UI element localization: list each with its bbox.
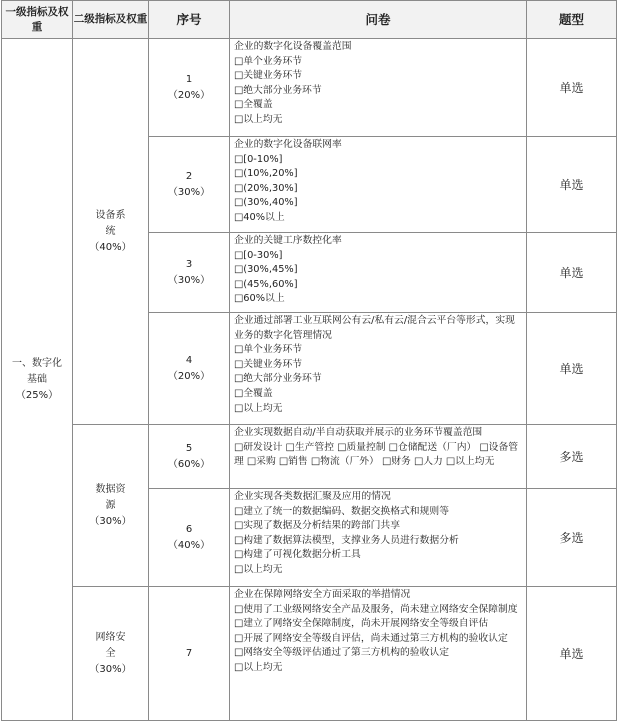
level1-name: 一、数字化基础 — [12, 357, 62, 385]
type-cell: 单选 — [527, 137, 617, 233]
option[interactable]: □60%以上 — [234, 293, 285, 305]
question-text: 企业的关键工序数控化率 — [234, 235, 342, 246]
option[interactable]: □绝大部分业务环节 — [234, 373, 322, 385]
option[interactable]: □关键业务环节 — [234, 70, 303, 82]
option[interactable]: □以上均无 — [234, 402, 283, 414]
option[interactable]: □(45%,60%] — [234, 278, 298, 290]
group-name: 数据资源 — [95, 483, 126, 511]
table-row — [2, 587, 617, 721]
option[interactable]: □全覆盖 — [234, 99, 273, 111]
type-cell: 单选 — [527, 39, 617, 137]
question-text: 企业的数字化设备联网率 — [234, 139, 342, 150]
type-cell: 多选 — [527, 425, 617, 489]
group-weight: （40%） — [89, 241, 132, 253]
seq-cell — [149, 233, 230, 313]
option[interactable]: □全覆盖 — [234, 387, 273, 399]
option[interactable]: □(10%,20%] — [234, 168, 298, 180]
option[interactable]: □实现了数据及分析结果的跨部门共享 — [234, 520, 401, 532]
seq-weight: （40%） — [167, 539, 211, 551]
question-text: 企业的数字化设备覆盖范围 — [234, 41, 352, 52]
header-row — [2, 1, 617, 39]
table-row — [2, 39, 617, 137]
option[interactable]: □(30%,40%] — [234, 197, 298, 209]
question-cell — [230, 39, 527, 137]
option[interactable]: □(20%,30%] — [234, 182, 298, 194]
option[interactable]: □使用了工业级网络安全产品及服务，尚未建立网络安全保障制度 — [234, 603, 518, 615]
seq-cell — [149, 489, 230, 587]
type-cell: 单选 — [527, 587, 617, 721]
seq-cell — [149, 313, 230, 425]
type-cell: 单选 — [527, 313, 617, 425]
group-cell-equipment — [73, 39, 149, 425]
seq-number: 6 — [185, 523, 193, 535]
level1-cell — [2, 39, 73, 721]
group-name: 设备系统 — [95, 209, 126, 237]
question-cell — [230, 587, 527, 721]
level1-weight: （25%） — [15, 389, 59, 401]
group-weight: （30%） — [89, 515, 132, 527]
option[interactable]: □关键业务环节 — [234, 358, 303, 370]
seq-weight: （20%） — [167, 370, 211, 382]
question-cell — [230, 425, 527, 489]
seq-number: 5 — [185, 442, 193, 454]
question-cell — [230, 233, 527, 313]
option-group[interactable]: □研发设计 □生产管控 □质量控制 □仓储配送（厂内） □设备管理 □采购 □销售 □物流（厂外） □财务 □人力 □以上均无 — [234, 441, 519, 468]
seq-weight: （30%） — [167, 186, 211, 198]
header-type: 题型 — [527, 1, 617, 39]
question-text: 企业实现数据自动/半自动获取并展示的业务环节覆盖范围 — [234, 427, 483, 438]
option[interactable]: □绝大部分业务环节 — [234, 84, 322, 96]
question-text: 企业在保障网络安全方面采取的举措情况 — [234, 589, 411, 600]
option[interactable]: □以上均无 — [234, 113, 283, 125]
option[interactable]: □40%以上 — [234, 211, 285, 223]
option[interactable]: □建立了统一的数据编码、数据交换格式和规则等 — [234, 505, 449, 517]
type-cell: 单选 — [527, 233, 617, 313]
seq-weight: （20%） — [167, 89, 211, 101]
option[interactable]: □网络安全等级评估通过了第三方机构的验收认定 — [234, 647, 449, 659]
option[interactable]: □单个业务环节 — [234, 344, 303, 356]
seq-weight: （30%） — [167, 274, 211, 286]
seq-cell — [149, 39, 230, 137]
questionnaire-table — [1, 0, 617, 721]
option[interactable]: □构建了数据算法模型，支撑业务人员进行数据分析 — [234, 534, 459, 546]
question-cell — [230, 313, 527, 425]
seq-cell — [149, 425, 230, 489]
option[interactable]: □[0-10%] — [234, 153, 283, 165]
option[interactable]: □以上均无 — [234, 563, 283, 575]
group-name: 网络安全 — [95, 631, 126, 659]
seq-cell — [149, 137, 230, 233]
table-row — [2, 425, 617, 489]
seq-weight: （60%） — [167, 458, 211, 470]
header-question: 问卷 — [230, 1, 527, 39]
question-text: 企业通过部署工业互联网公有云/私有云/混合云平台等形式，实现业务的数字化管理情况 — [234, 315, 515, 341]
group-weight: （30%） — [89, 663, 132, 675]
option[interactable]: □[0-30%] — [234, 249, 283, 261]
header-level2: 二级指标及权重 — [73, 1, 149, 39]
header-seq: 序号 — [149, 1, 230, 39]
seq-number: 4 — [185, 354, 193, 366]
option[interactable]: □以上均无 — [234, 661, 283, 673]
seq-number: 1 — [185, 73, 193, 85]
group-cell-data — [73, 425, 149, 587]
option[interactable]: □构建了可视化数据分析工具 — [234, 549, 361, 561]
option[interactable]: □单个业务环节 — [234, 55, 303, 67]
seq-cell — [149, 587, 230, 721]
question-text: 企业实现各类数据汇聚及应用的情况 — [234, 491, 391, 502]
type-cell: 多选 — [527, 489, 617, 587]
question-cell — [230, 489, 527, 587]
question-cell — [230, 137, 527, 233]
seq-number: 7 — [185, 647, 193, 659]
group-cell-network — [73, 587, 149, 721]
option[interactable]: □建立了网络安全保障制度，尚未开展网络安全等级自评估 — [234, 618, 489, 630]
header-level1: 一级指标及权重 — [2, 1, 73, 39]
seq-number: 3 — [185, 258, 193, 270]
seq-number: 2 — [185, 170, 193, 182]
option[interactable]: □开展了网络安全等级自评估，尚未通过第三方机构的验收认定 — [234, 632, 508, 644]
option[interactable]: □(30%,45%] — [234, 264, 298, 276]
